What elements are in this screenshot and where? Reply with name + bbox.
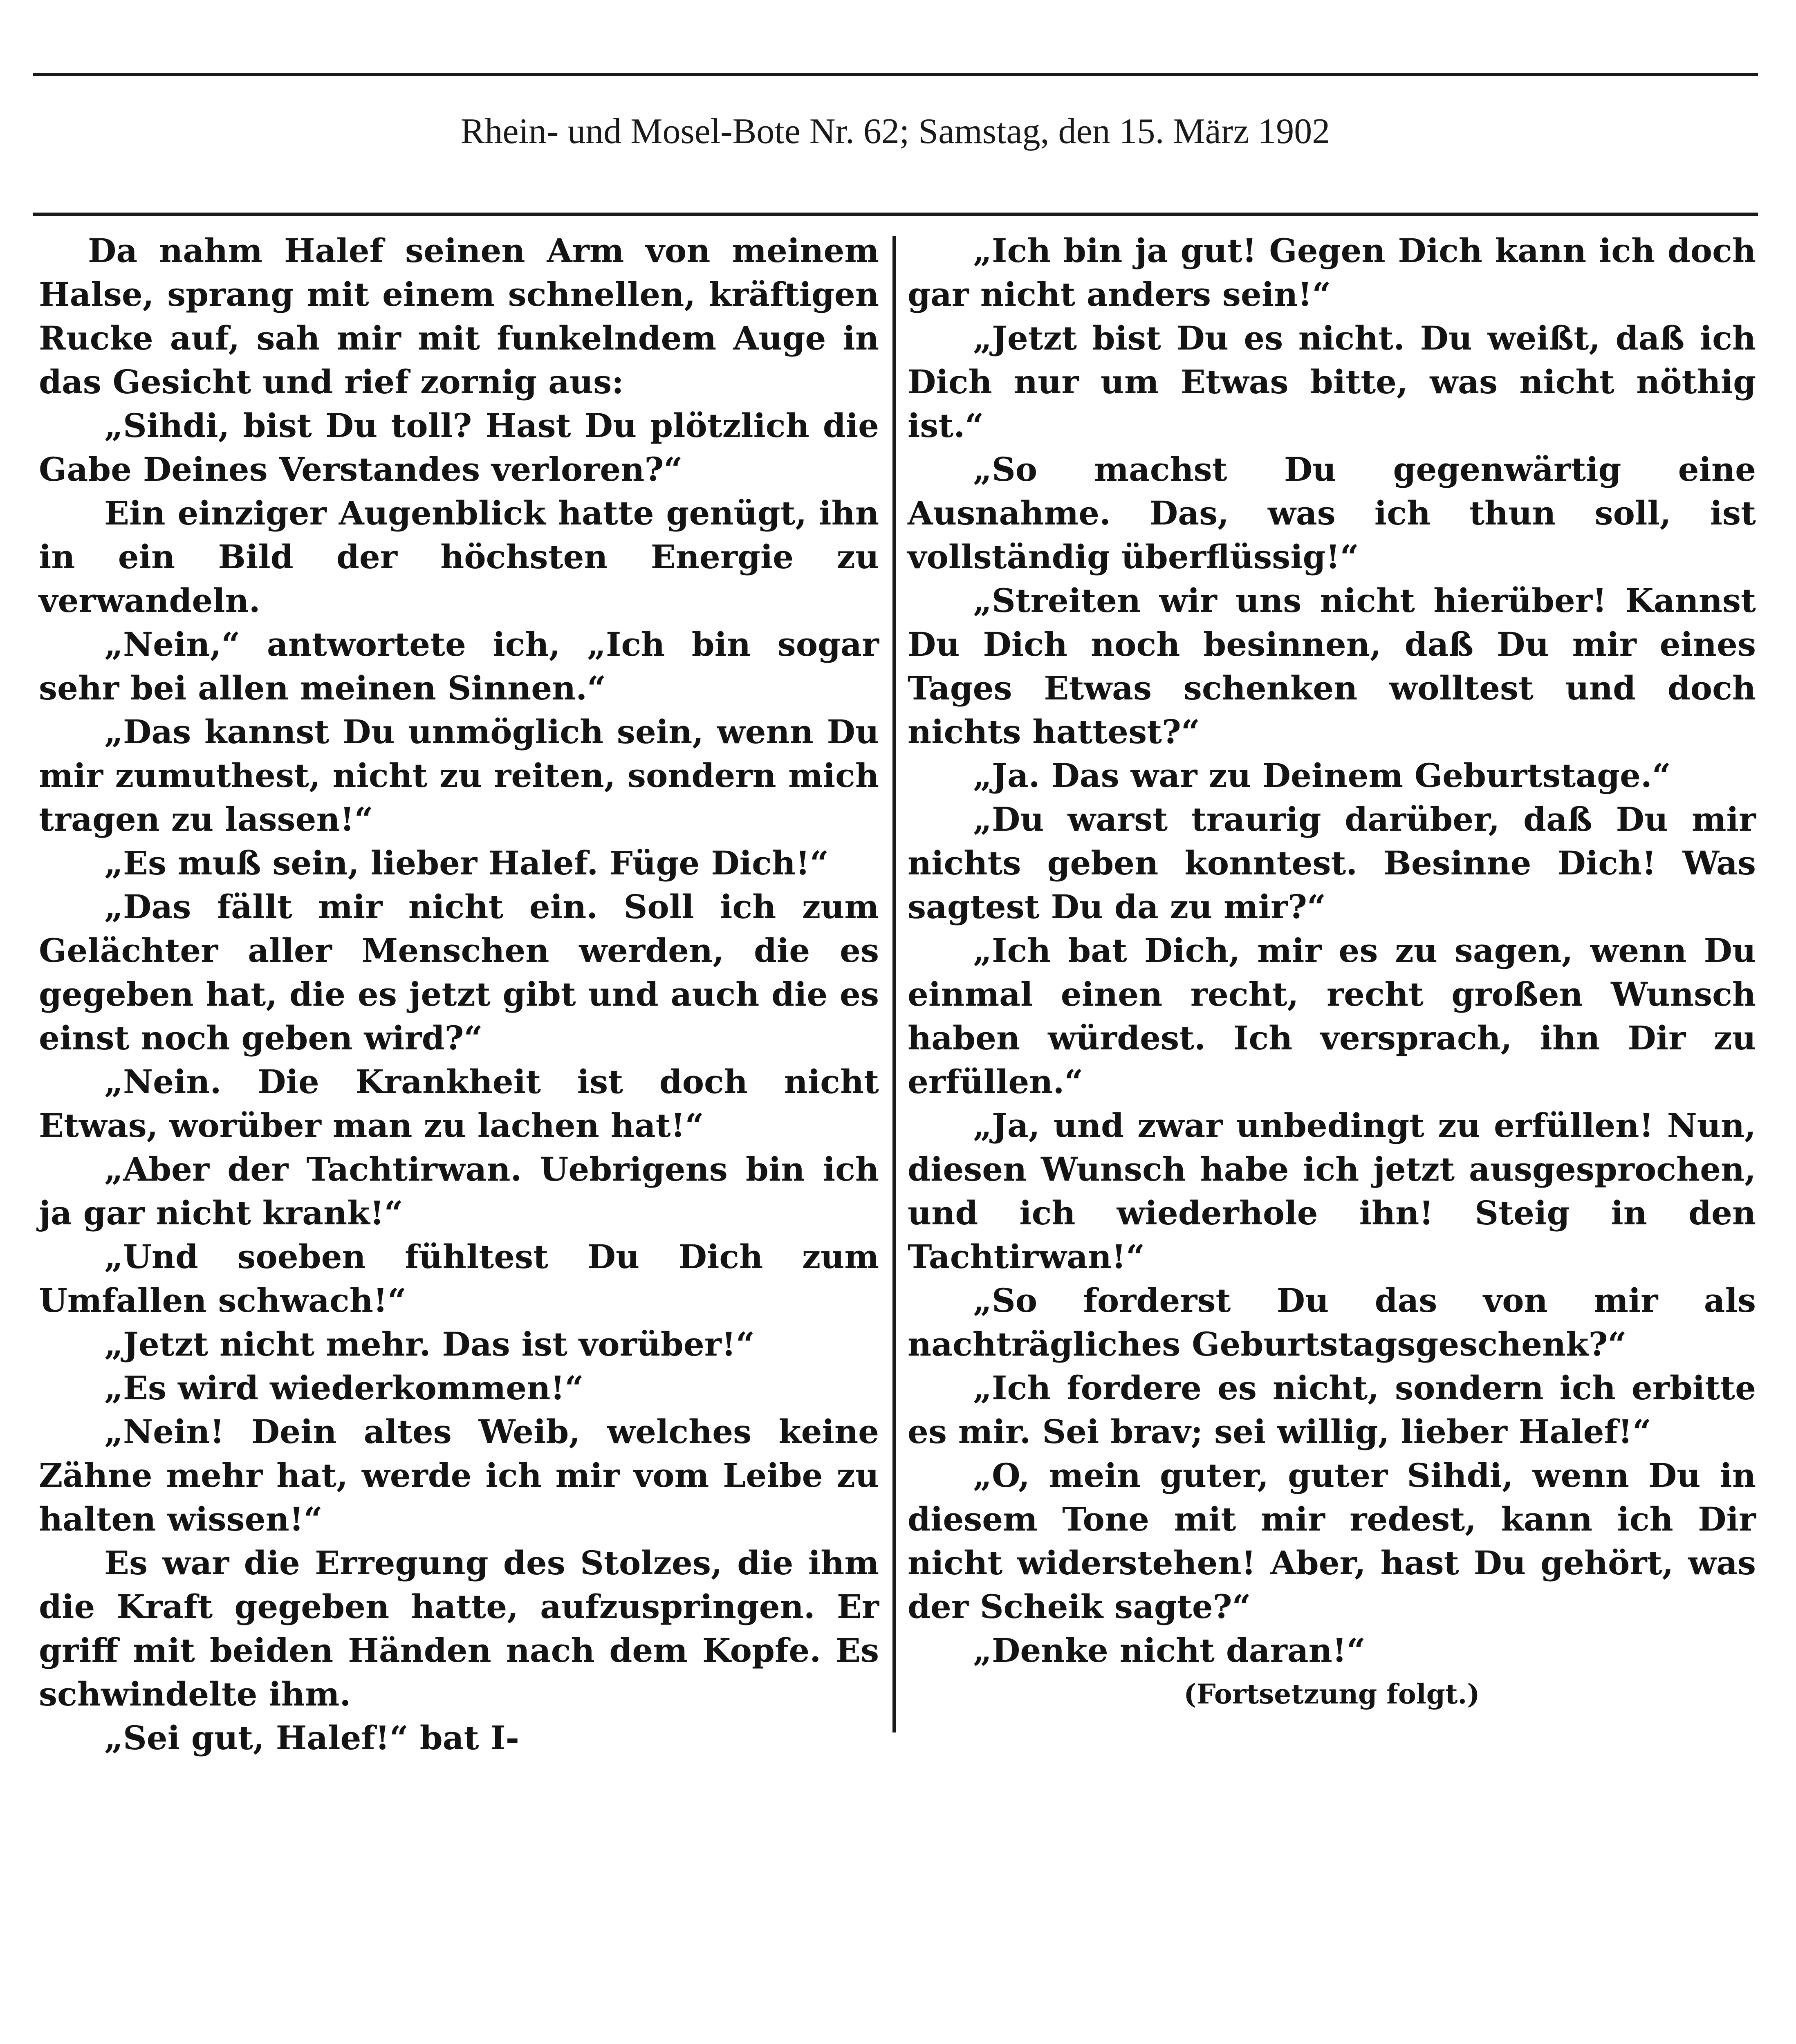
paragraph: „Ja, und zwar unbedingt zu erfüllen! Nun, diesen Wunsch habe ich jetzt ausgesprochen, und ich wiederhole ihn! Steig in den Tachtirwan!“ bbox=[908, 1106, 1756, 1276]
paragraph: Es war die Erregung des Stolzes, die ihm die Kraft gegeben hatte, aufzuspringen. Er griff mit beiden Händen nach dem Kopfe. Es schwindelte ihm. bbox=[39, 1544, 879, 1713]
paragraph: „Ich bat Dich, mir es zu sagen, wenn Du einmal einen recht, recht großen Wunsch haben würdest. Ich versprach, ihn Dir zu erfüllen.“ bbox=[908, 931, 1756, 1101]
paragraph: Ein einziger Augenblick hatte genügt, ihn in ein Bild der höchsten Energie zu verwandeln. bbox=[39, 494, 879, 620]
paragraph: „Nein! Dein altes Weib, welches keine Zähne mehr hat, werde ich mir vom Leibe zu halten wissen!“ bbox=[39, 1412, 879, 1538]
paragraph: „Du warst traurig darüber, daß Du mir nichts geben konntest. Besinne Dich! Was sagtest Du da zu mir?“ bbox=[908, 800, 1756, 926]
paragraph: „Streiten wir uns nicht hierüber! Kannst Du Dich noch besinnen, daß Du mir eines Tages Etwas schenken wolltest und doch nichts hattest?“ bbox=[908, 581, 1756, 751]
header-rule bbox=[33, 213, 1758, 216]
paragraph: „So machst Du gegenwärtig eine Ausnahme. Das, was ich thun soll, ist vollständig überflüssig!“ bbox=[908, 450, 1756, 576]
left-text-column bbox=[39, 229, 879, 1760]
paragraph: „Sei gut, Halef!“ bat I- bbox=[104, 1719, 519, 1757]
paragraph: „Es wird wiederkommen!“ bbox=[104, 1369, 584, 1407]
paragraph: „O, mein guter, guter Sihdi, wenn Du in diesem Tone mit mir redest, kann ich Dir nicht widerstehen! Aber, hast Du gehört, was der Scheik sagte?“ bbox=[908, 1456, 1756, 1626]
paragraph: „Das kannst Du unmöglich sein, wenn Du mir zumuthest, nicht zu reiten, sondern mich tragen zu lassen!“ bbox=[39, 713, 879, 838]
paragraph: „Denke nicht daran!“ bbox=[973, 1631, 1365, 1670]
paragraph: „Jetzt nicht mehr. Das ist vorüber!“ bbox=[104, 1325, 755, 1363]
paragraph: „Ja. Das war zu Deinem Geburtstage.“ bbox=[973, 756, 1671, 795]
paragraph: „Sihdi, bist Du toll? Hast Du plötzlich die Gabe Deines Verstandes verloren?“ bbox=[39, 406, 879, 489]
paragraph: „Ich bin ja gut! Gegen Dich kann ich doch gar nicht anders sein!“ bbox=[908, 231, 1756, 314]
right-text-column bbox=[908, 229, 1756, 1716]
paragraph: „Das fällt mir nicht ein. Soll ich zum Gelächter aller Menschen werden, die es gegeben hat, die es jetzt gibt und auch die es einst noch geben wird?“ bbox=[39, 888, 879, 1057]
paragraph: „Nein,“ antwortete ich, „Ich bin sogar sehr bei allen meinen Sinnen.“ bbox=[39, 625, 879, 707]
paragraph: „Es muß sein, lieber Halef. Füge Dich!“ bbox=[104, 844, 829, 882]
paragraph: „Nein. Die Krankheit ist doch nicht Etwas, worüber man zu lachen hat!“ bbox=[39, 1062, 879, 1145]
paragraph: „Ich fordere es nicht, sondern ich erbitte es mir. Sei brav; sei willig, lieber Halef!“ bbox=[908, 1369, 1756, 1451]
column-divider bbox=[892, 236, 896, 1732]
page-header: Rhein- und Mosel-Bote Nr. 62; Samstag, den 15. März 1902 bbox=[460, 112, 1330, 151]
paragraph: Da nahm Halef seinen Arm von meinem Halse, sprang mit einem schnellen, kräftigen Rucke auf, sah mir mit funkelndem Auge in das Gesicht und rief zornig aus: bbox=[39, 231, 879, 401]
paragraph: „Und soeben fühltest Du Dich zum Umfallen schwach!“ bbox=[39, 1237, 879, 1320]
paragraph: „So forderst Du das von mir als nachträgliches Geburtstagsgeschenk?“ bbox=[908, 1281, 1756, 1363]
continuation-note: (Fortsetzung folgt.) bbox=[1184, 1678, 1480, 1710]
paragraph: „Aber der Tachtirwan. Uebrigens bin ich ja gar nicht krank!“ bbox=[39, 1150, 879, 1232]
paragraph: „Jetzt bist Du es nicht. Du weißt, daß ich Dich nur um Etwas bitte, was nicht nöthig ist.“ bbox=[908, 319, 1756, 445]
top-rule bbox=[33, 73, 1758, 76]
